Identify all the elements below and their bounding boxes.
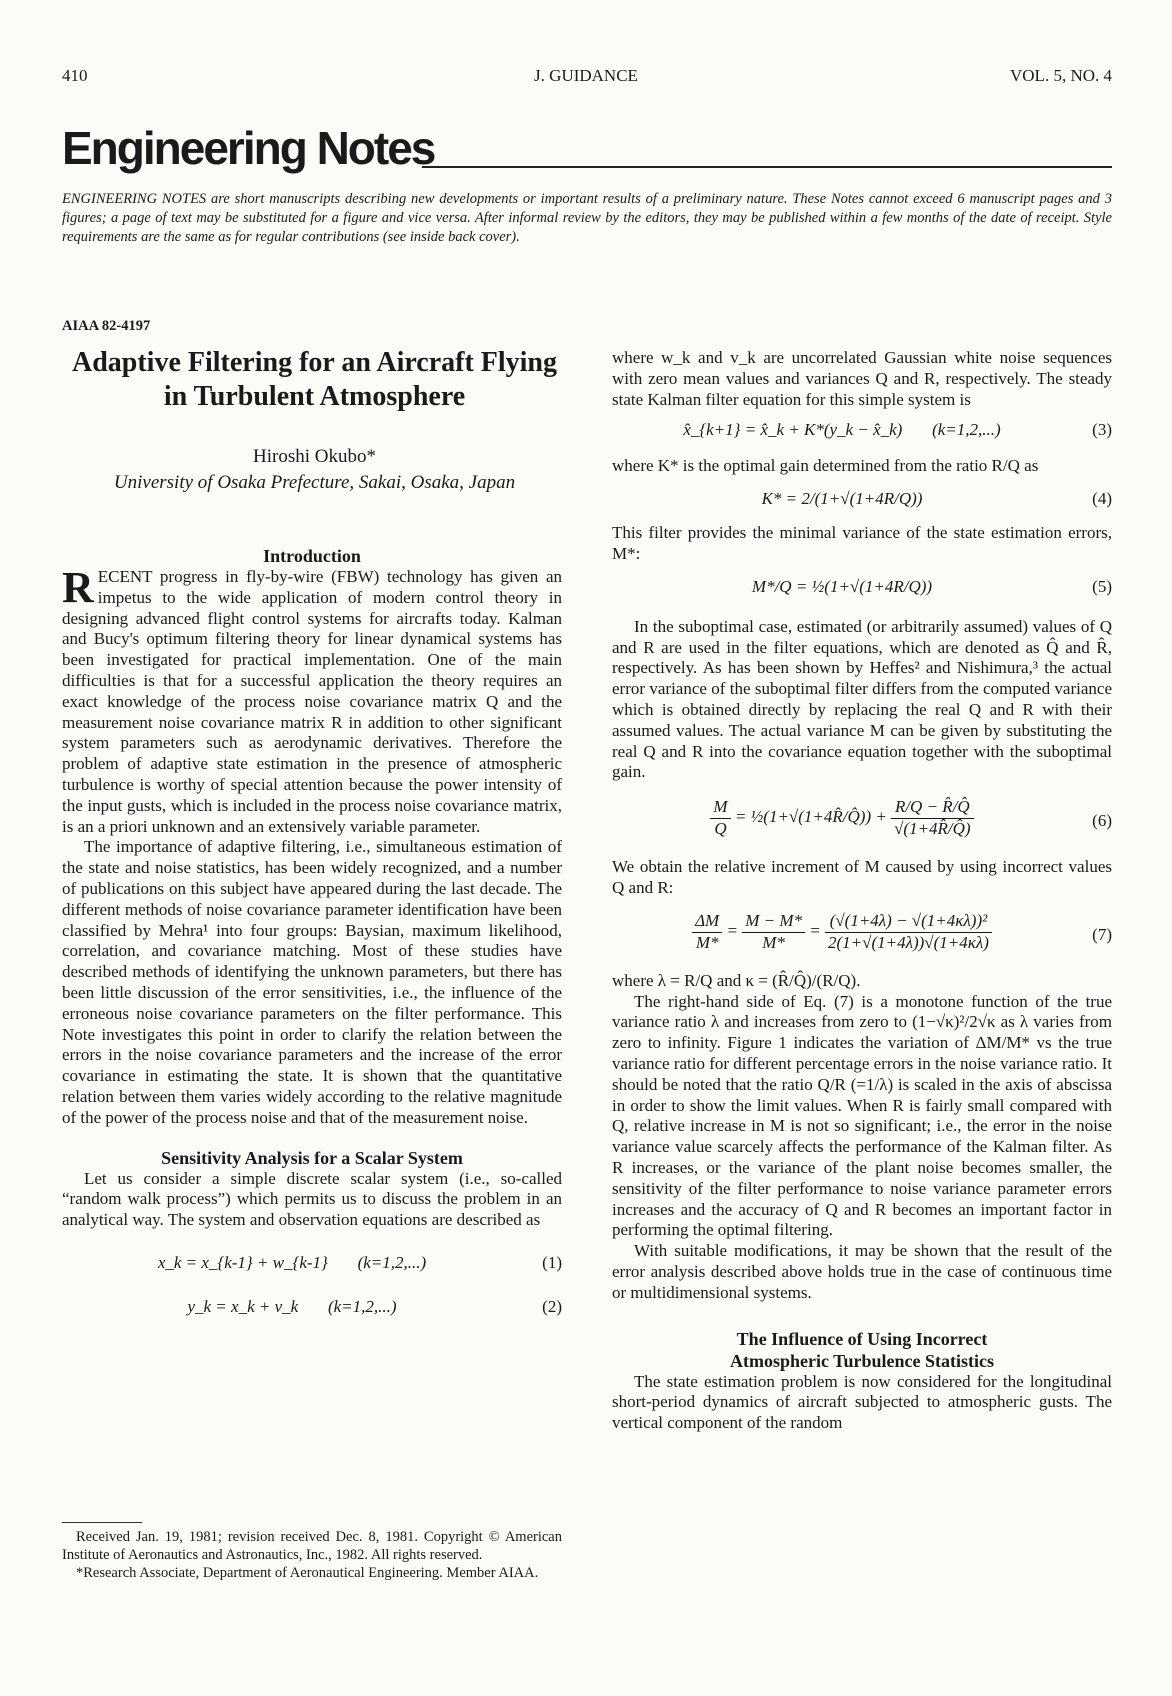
right-paragraph-8: With suitable modifications, it may be shown that the result of the error analysis described above holds true in the case of continuous time or multidimensional systems. bbox=[612, 1241, 1112, 1302]
right-paragraph-6: where λ = R/Q and κ = (R̂/Q̂)/(R/Q). bbox=[612, 970, 861, 990]
aiaa-number: AIAA 82-4197 bbox=[62, 318, 151, 334]
equation-5: M*/Q = ½(1+√(1+4R/Q)) (5) bbox=[751, 576, 1112, 596]
right-paragraph-5: We obtain the relative increment of M caused by using incorrect values Q and R: bbox=[612, 857, 1112, 897]
paper-title: Adaptive Filtering for an Aircraft Flying in Turbulent Atmosphere bbox=[71, 347, 558, 412]
editor-note: ENGINEERING NOTES are short manuscripts describing new developments or important results of a preliminary nature. These Notes cannot exceed 6 manuscript pages and 3 figures; a page of text may be substituted for a figure and vice versa. After informal review by the editors, they may be published within a few months of the date of receipt. Style requirements are the same as for regular contributions (see inside back cover). bbox=[62, 191, 1112, 245]
footnote-author: *Research Associate, Department of Aeronautical Engineering. Member AIAA. bbox=[76, 1565, 539, 1581]
footnote-received: Received Jan. 19, 1981; revision received Dec. 8, 1981. Copyright © American Institute of Aeronautics and Astronautics, Inc., 1982. All rights reserved. bbox=[62, 1529, 562, 1563]
right-column bbox=[612, 348, 1112, 1434]
title-rule bbox=[422, 166, 1112, 168]
intro-paragraph-1: RECENT progress in fly-by-wire (FBW) technology has given an impetus to the wide application of modern control theory in designing advanced flight control systems for aircrafts today. Kalman and Bucy's optimum filtering theory for linear dynamical systems has been investigated for practical implementation. One of the main difficulties is that for a successful application the theory requires an exact knowledge of the process noise covariance matrix Q and the measurement noise covariance matrix R in addition to other significant system parameters such as aerodynamic derivatives. Therefore the problem of adaptive state estimation in the presence of atmospheric turbulence is worthy of special attention because the power intensity of the input gusts, which is included in the process noise covariance matrix, is an a priori unknown and an extensively variable parameter. bbox=[62, 563, 562, 836]
right-paragraph-9: The state estimation problem is now considered for the longitudinal short-period dynamics of aircraft subjected to atmospheric gusts. The vertical component of the random bbox=[612, 1371, 1112, 1433]
section-title-bar bbox=[62, 118, 1112, 178]
equation-7: $\frac{\Delta M}{M*}$ = $\frac{M - M*}{M*}$ = $\frac{\text{(√(1+4λ) − √(1+4κλ))²}}{2(1+√(1+4\lambda))√(1+4\kappa\lambda)}$ (7) bbox=[612, 909, 1112, 965]
journal-name: J. GUIDANCE bbox=[534, 66, 638, 85]
equation-4: K* = 2/(1+√(1+4R/Q)) (4) bbox=[761, 489, 1112, 509]
equation-6: $\frac{M}{Q}$ = ½(1+√(1+4R̂/Q̂)) + $\frac{R/Q - R̂/Q̂}{√(1+4R̂/Q̂)}$ (6) bbox=[612, 795, 1112, 851]
equation-1: x_k = x_{k-1} + w_{k-1} (k=1,2,...) (1) bbox=[157, 1252, 562, 1272]
page-number: 410 bbox=[62, 66, 88, 85]
sensitivity-heading: Sensitivity Analysis for a Scalar System bbox=[161, 1147, 463, 1168]
right-paragraph-3: This filter provides the minimal variance of the state estimation errors, M*: bbox=[612, 523, 1112, 563]
author-name: Hiroshi Okubo* bbox=[253, 446, 376, 467]
footnotes bbox=[62, 1528, 562, 1582]
author-affiliation: University of Osaka Prefecture, Sakai, Osaka, Japan bbox=[113, 472, 516, 493]
sensitivity-paragraph: Let us consider a simple discrete scalar system (i.e., so-called “random walk process”) which permits us to discuss the problem in an analytical way. The system and observation equations are described as bbox=[62, 1168, 562, 1230]
intro-paragraph-2: The importance of adaptive filtering, i.e., simultaneous estimation of the state and noise statistics, has been widely recognized, and a number of publications on this subject have appeared during the last decade. The different methods of noise covariance parameter identification have been classified by Mehra¹ into four groups: Baysian, maximum likelihood, correlation, and covariance matching. Most of these studies have described methods of identifying the unknown parameters, but there has been little discussion of the error sensitivities, i.e., the influence of the erroneous noise covariance parameters on the filter performance. This Note investigates this point in order to clarify the relation between the errors in the noise covariance parameters and the increase of the error covariance in estimating the state. It is shown that the quantitative relation between them varies widely according to the relative magnitude of the power of the process noise and that of the measurement noise. bbox=[62, 837, 562, 1127]
influence-heading: The Influence of Using Incorrect Atmospheric Turbulence Statistics bbox=[729, 1328, 994, 1371]
footnote-rule bbox=[62, 1522, 142, 1523]
volume-info: VOL. 5, NO. 4 bbox=[1010, 66, 1112, 85]
left-column bbox=[62, 545, 562, 1327]
right-paragraph-1: where w_k and v_k are uncorrelated Gaussian white noise sequences with zero mean values and variances Q and R, respectively. The steady state Kalman filter equation for this simple system is bbox=[612, 348, 1112, 409]
equation-3: x̂_{k+1} = x̂_k + K*(y_k − x̂_k) (k=1,2,...) (3) bbox=[683, 420, 1112, 440]
section-title: Engineering Notes bbox=[62, 122, 435, 174]
equation-2: y_k = x_k + v_k (k=1,2,...) (2) bbox=[187, 1296, 562, 1316]
drop-cap: R bbox=[62, 563, 94, 612]
right-paragraph-2: where K* is the optimal gain determined from the ratio R/Q as bbox=[612, 456, 1039, 476]
introduction-heading: Introduction bbox=[263, 546, 361, 566]
right-paragraph-4: In the suboptimal case, estimated (or arbitrarily assumed) values of Q and R are used in the filter equations, which are denoted as Q̂ and R̂, respectively. As has been shown by Heffes² and Nishimura,³ the actual error variance of the suboptimal filter differs from the computed variance which is obtained directly by replacing the real Q and R with their assumed values. The actual variance M can be given by substituting the real Q and R into the covariance equation together with the suboptimal gain. bbox=[612, 616, 1112, 782]
right-paragraph-7: The right-hand side of Eq. (7) is a monotone function of the true variance ratio λ and increases from zero to (1−√κ)²/2√κ as λ varies from zero to infinity. Figure 1 indicates the variation of ΔM/M* vs the true variance ratio for different percentage errors in the noise variance ratio. It should be noted that the ratio Q/R (=1/λ) is scaled in the axis of abscissa in order to show the limit values. When R is fairly small compared with Q, relative increase in M is not so significant; i.e., the error in the noise variance value scarcely affects the performance of the Kalman filter. As R increases, or the variance of the plant noise becomes smaller, the sensitivity of the filter performance to noise variance parameter errors increases and the accuracy of Q and R becomes an important factor in performing the optimal filtering. bbox=[612, 991, 1112, 1240]
